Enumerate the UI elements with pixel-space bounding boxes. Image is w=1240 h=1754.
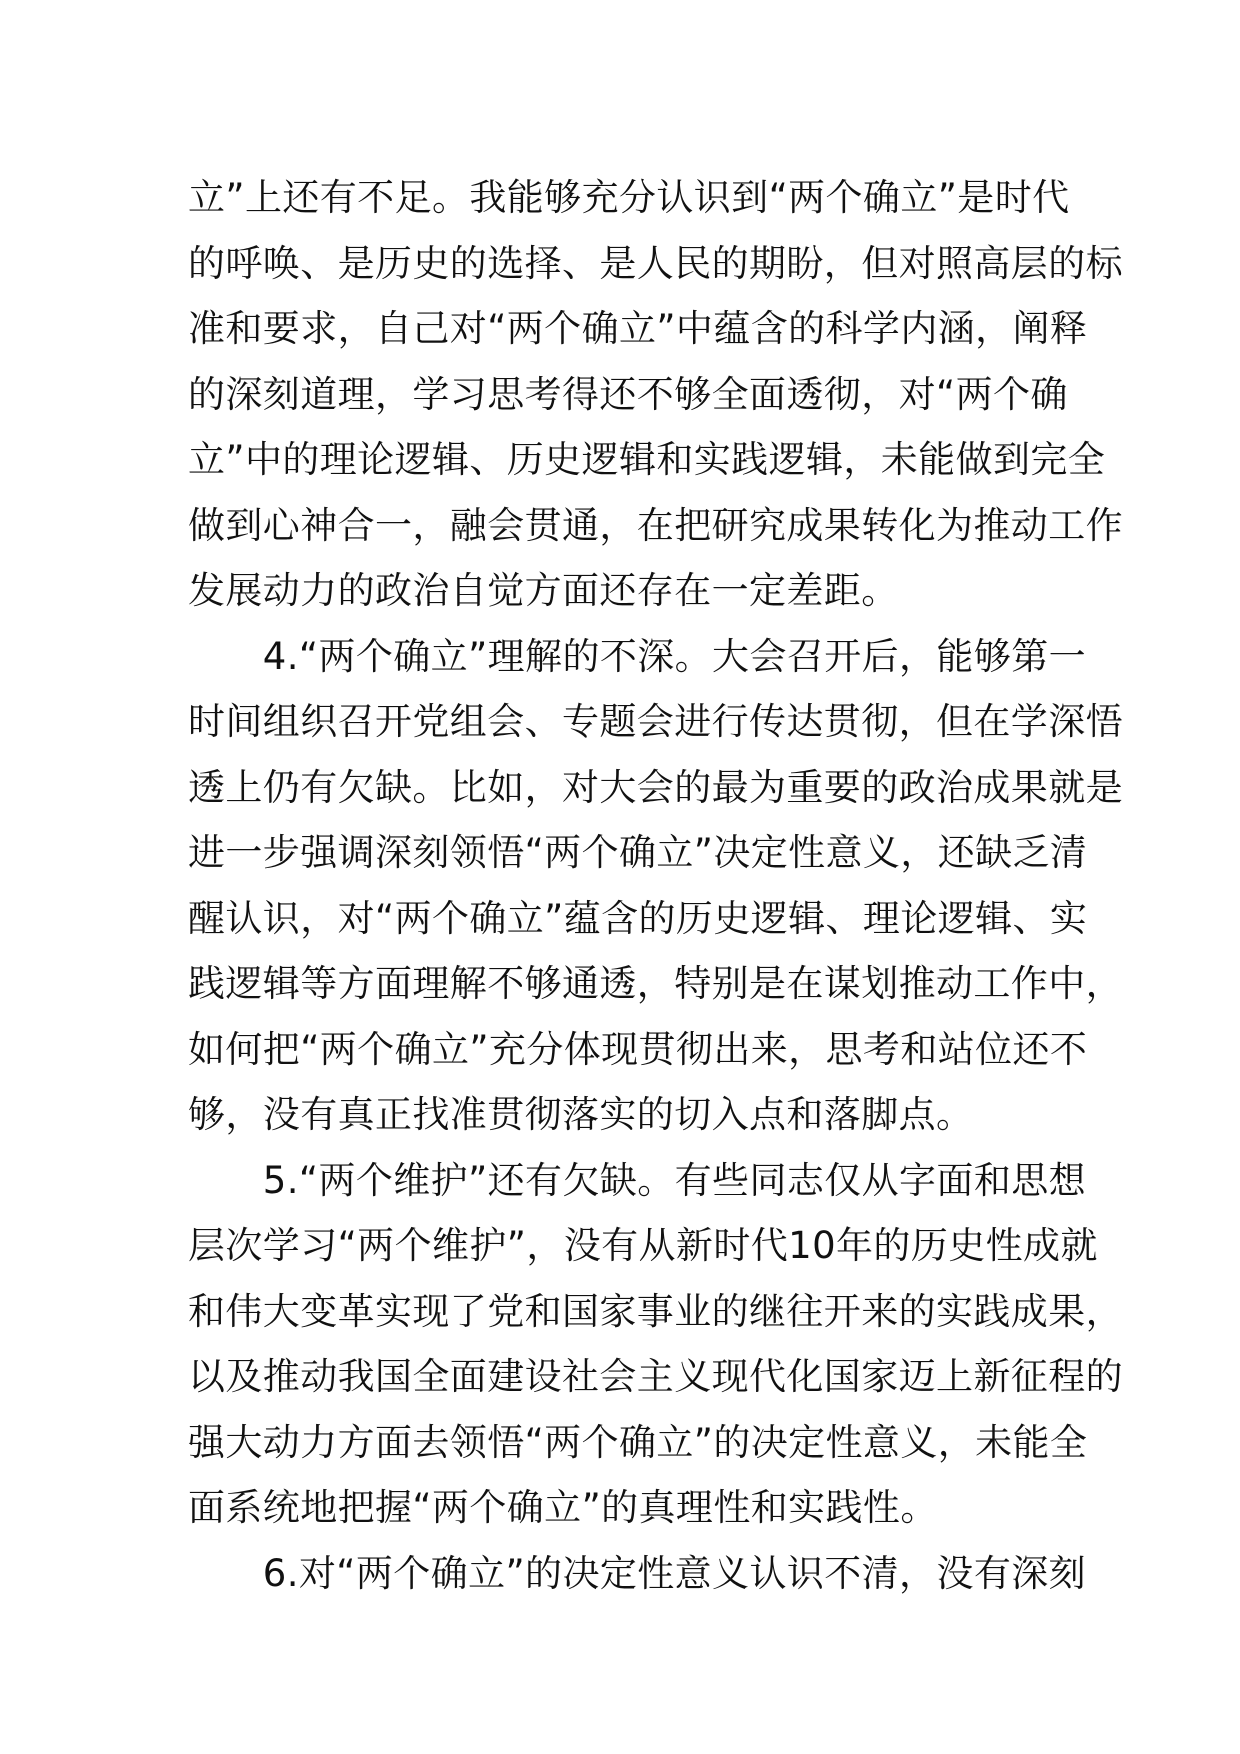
text-line: 准和要求，自己对“两个确立”中蕴含的科学内涵，阐释 (188, 307, 1088, 350)
text-line: 透上仍有欠缺。比如，对大会的最为重要的政治成果就是 (188, 765, 1123, 809)
text-line: 够，没有真正找准贯彻落实的切入点和落脚点。 (188, 1093, 974, 1136)
text-line: 做到心神合一，融会贯通，在把研究成果转化为推动工作 (188, 503, 1123, 547)
text-line: 立”中的理论逻辑、历史逻辑和实践逻辑，未能做到完全 (188, 438, 1106, 481)
text-line: 进一步强调深刻领悟“两个确立”决定性意义，还缺乏清 (188, 831, 1088, 874)
text-line: 立”上还有不足。我能够充分认识到“两个确立”是时代 (188, 176, 1070, 219)
text-line: 践逻辑等方面理解不够通透，特别是在谋划推动工作中， (188, 962, 1123, 1005)
text-line: 和伟大变革实现了党和国家事业的继往开来的实践成果， (188, 1289, 1123, 1333)
text-line: 以及推动我国全面建设社会主义现代化国家迈上新征程的 (188, 1355, 1123, 1398)
text-line: 层次学习“两个维护”，没有从新时代10年的历史性成就 (188, 1224, 1098, 1267)
text-line: 如何把“两个确立”充分体现贯彻出来，思考和站位还不 (188, 1027, 1088, 1071)
text-line: 面系统地把握“两个确立”的真理性和实践性。 (188, 1486, 938, 1529)
text-line: 醒认识，对“两个确立”蕴含的历史逻辑、理论逻辑、实 (188, 896, 1088, 940)
document-body (188, 165, 1123, 1606)
text-line: 强大动力方面去领悟“两个确立”的决定性意义，未能全 (188, 1420, 1088, 1464)
text-line: 的深刻道理，学习思考得还不够全面透彻，对“两个确 (188, 372, 1068, 416)
text-line: 6.对“两个确立”的决定性意义认识不清，没有深刻 (188, 1551, 1087, 1595)
text-line: 的呼唤、是历史的选择、是人民的期盼，但对照高层的标 (188, 241, 1123, 285)
text-line: 发展动力的政治自觉方面还存在一定差距。 (188, 569, 899, 612)
text-line: 时间组织召开党组会、专题会进行传达贯彻，但在学深悟 (188, 700, 1123, 743)
text-line: 4.“两个确立”理解的不深。大会召开后，能够第一 (188, 634, 1087, 678)
text-line: 5.“两个维护”还有欠缺。有些同志仅从字面和思想 (188, 1158, 1087, 1202)
